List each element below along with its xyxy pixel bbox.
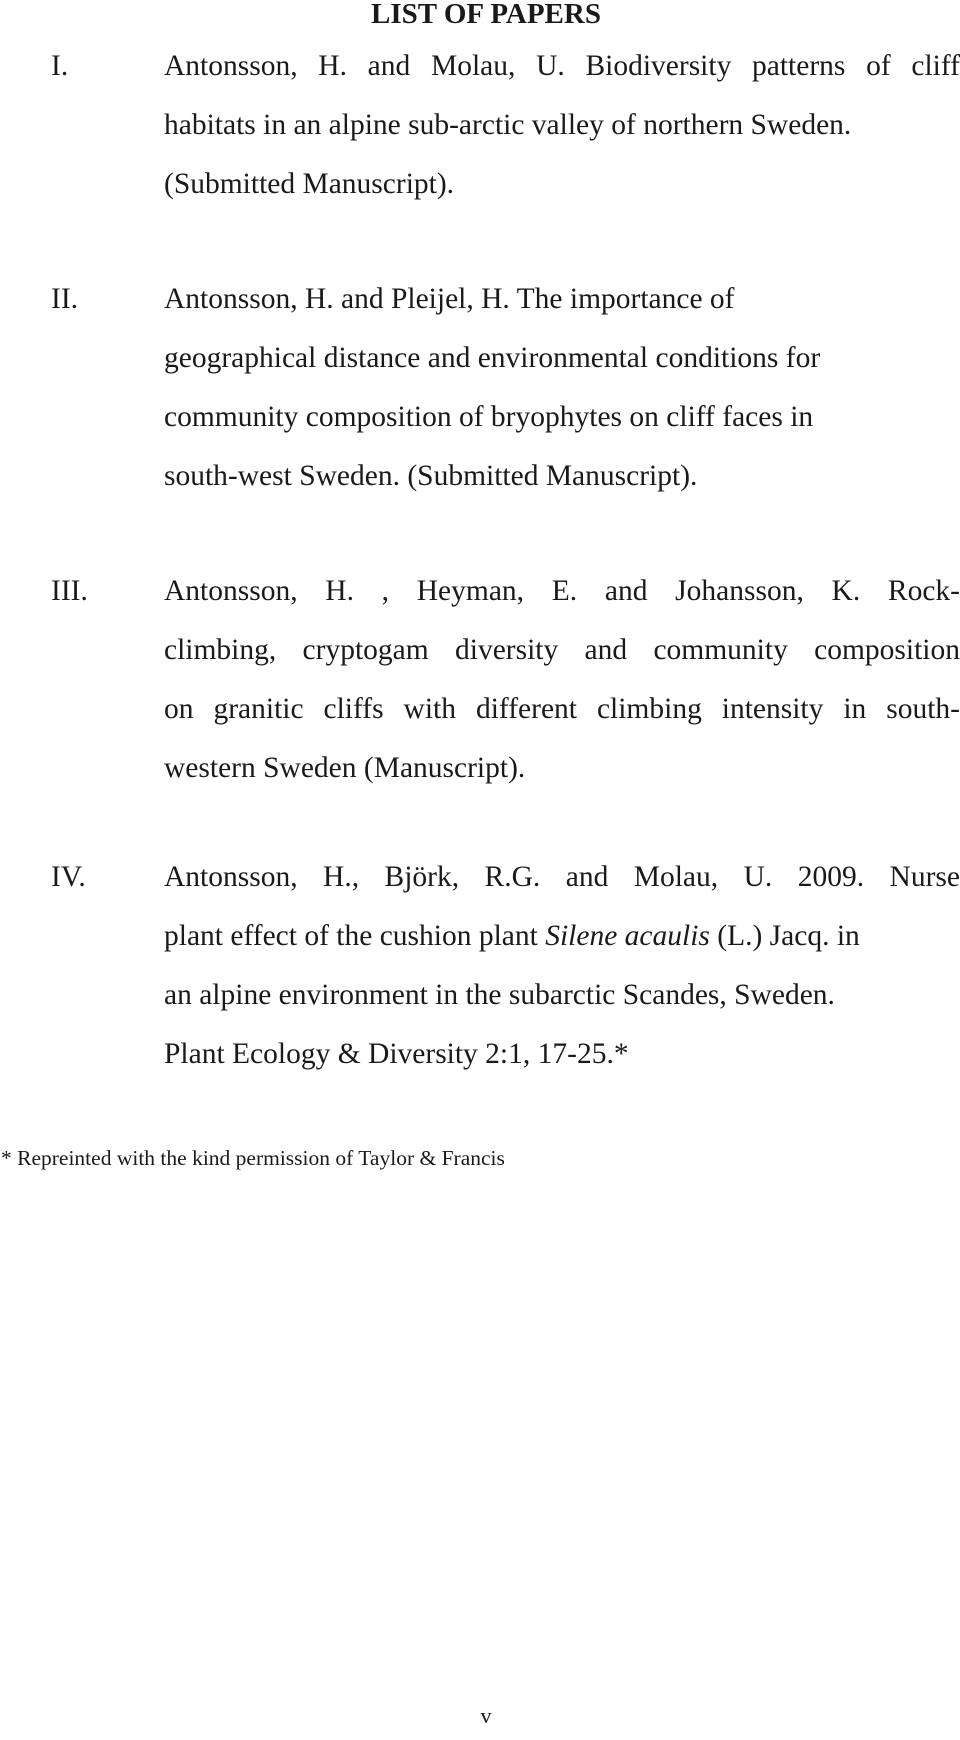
paper-numeral: IV.	[51, 861, 86, 893]
reference-line: habitats in an alpine sub-arctic valley of northern Sweden.	[164, 109, 852, 141]
reference-text: plant effect of the cushion plant	[164, 920, 546, 952]
reference-line: Antonsson, H., Björk, R.G. and Molau, U. 2009. Nurse	[164, 861, 960, 893]
reference-line: community composition of bryophytes on cliff faces in	[164, 401, 814, 433]
reference-line: Antonsson, H. and Pleijel, H. The importance of	[164, 283, 735, 315]
page-number: v	[480, 1703, 492, 1728]
paper-reference	[164, 562, 960, 798]
species-name: Silene acaulis	[545, 920, 710, 952]
paper-reference	[164, 37, 960, 214]
paper-numeral: III.	[51, 575, 88, 607]
footnote: * Repreinted with the kind permission of Taylor & Francis	[1, 1146, 505, 1170]
paper-reference	[164, 848, 960, 1084]
paper-reference	[164, 270, 960, 506]
reference-line: Antonsson, H. , Heyman, E. and Johansson, K. Rock-	[164, 575, 960, 607]
reference-line: (Submitted Manuscript).	[164, 168, 455, 200]
reference-text: (L.) Jacq. in	[709, 920, 860, 952]
reference-line: Plant Ecology & Diversity 2:1, 17-25.*	[164, 1038, 629, 1070]
paper-numeral: I.	[51, 50, 69, 82]
reference-line: climbing, cryptogam diversity and community composition	[164, 634, 960, 666]
reference-line: on granitic cliffs with different climbing intensity in south-	[164, 693, 960, 725]
reference-line: western Sweden (Manuscript).	[164, 752, 526, 784]
reference-line: geographical distance and environmental conditions for	[164, 342, 821, 374]
page-title: LIST OF PAPERS	[371, 0, 601, 30]
reference-line: south-west Sweden. (Submitted Manuscript).	[164, 460, 698, 492]
reference-line	[164, 907, 960, 966]
paper-numeral: II.	[51, 283, 79, 315]
reference-line: an alpine environment in the subarctic Scandes, Sweden.	[164, 979, 835, 1011]
reference-line: Antonsson, H. and Molau, U. Biodiversity patterns of cliff	[164, 50, 960, 82]
